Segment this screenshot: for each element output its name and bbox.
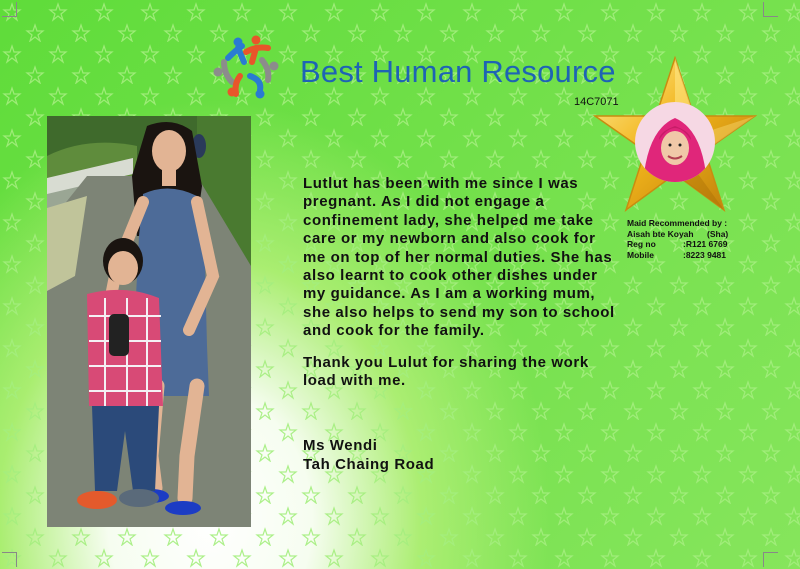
recommender-name: Aisah bte Koyah bbox=[627, 228, 694, 239]
mobile-value: :8223 9481 bbox=[683, 249, 727, 260]
mobile-label: Mobile bbox=[627, 249, 654, 260]
recommender-heading: Maid Recommended by : bbox=[627, 218, 728, 228]
testimonial-photo bbox=[47, 116, 251, 527]
testimonial-text: Lutlut has been with me since I was pregnant. As I did not engage a confinement lady, she helped me take care or my newborn and also cook for me on top of her normal duties. She has also learnt to cook other dishes under my guidance. As I am a working mum, she also helps to send my son to school and cook for the family. bbox=[303, 175, 615, 340]
signature-place: Tah Chaing Road bbox=[303, 456, 435, 473]
reg-value: :R121 6769 bbox=[683, 239, 728, 249]
reference-code: 14C7071 bbox=[574, 96, 619, 108]
people-logo-icon bbox=[210, 32, 282, 104]
crop-mark bbox=[763, 552, 778, 567]
recommender-nickname: (Sha) bbox=[707, 228, 729, 239]
reg-label: Reg no bbox=[627, 239, 656, 249]
crop-mark bbox=[2, 2, 17, 17]
crop-mark bbox=[763, 2, 778, 17]
signature-name: Ms Wendi bbox=[303, 437, 378, 454]
crop-mark bbox=[2, 552, 17, 567]
brand-name: Best Human Resource bbox=[300, 54, 616, 89]
gold-star-icon bbox=[593, 56, 757, 214]
thanks-text: Thank you Lulut for sharing the work load with me. bbox=[303, 354, 589, 390]
mother-and-son-photo bbox=[47, 116, 251, 527]
recommender-info bbox=[627, 218, 728, 260]
